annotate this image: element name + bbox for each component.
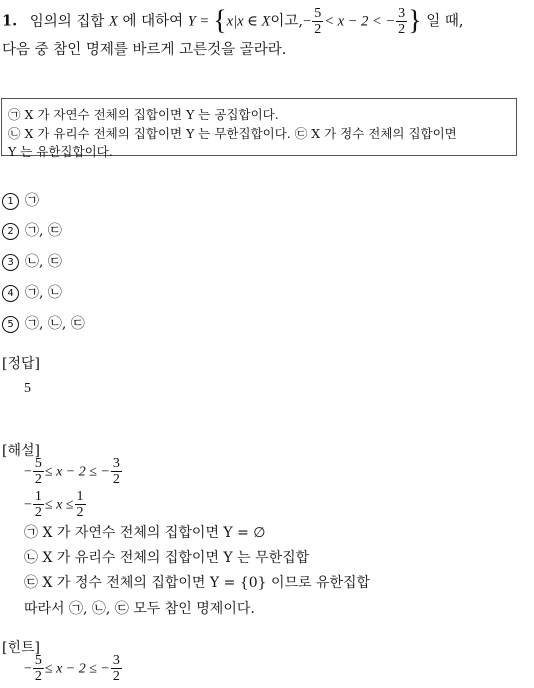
set-and: 이고, <box>270 13 303 30</box>
choice-2[interactable]: 2 ㉠, ㉢ <box>2 220 62 240</box>
choice-4[interactable]: 4 ㉠, ㉡ <box>2 282 62 302</box>
answer-value: 5 <box>24 381 31 396</box>
statement-line-2: ㉡ X 가 유리수 전체의 집합이면 Y 는 무한집합이다. ㉢ X 가 정수 전체의 집합이면 <box>8 126 457 141</box>
solution-line-a: ㉠ X 가 자연수 전체의 집합이면 Y = ∅ <box>24 525 266 541</box>
solution-line-c: ㉢ X 가 정수 전체의 집합이면 Y = {0} 이므로 유한집합 <box>24 575 371 591</box>
choice-5[interactable]: 5 ㉠, ㉡, ㉢ <box>2 313 85 333</box>
answer-heading: [정답] <box>2 356 40 372</box>
solution-step-2: − $\frac{1}{2}$ ≤ x ≤ $\frac{1}{2}$ <box>24 489 84 520</box>
solution-step-1: − $\frac{5}{2}$ ≤ x − 2 ≤ − $\frac{3}{2}$ <box>24 456 120 487</box>
question-text-end: 일 때, <box>426 13 464 30</box>
fraction-3-2: $\frac{3}{2}$ <box>398 6 406 37</box>
choice-1[interactable]: 1 ㉠ <box>2 190 39 210</box>
hint-heading: [힌트] <box>2 640 40 656</box>
question-text-a: 임의의 집합 <box>29 13 105 30</box>
solution-line-b: ㉡ X 가 유리수 전체의 집합이면 Y 는 무한집합 <box>24 550 310 566</box>
inequality-middle: < x − 2 < − <box>324 13 396 30</box>
choice-3[interactable]: 3 ㉡, ㉢ <box>2 251 62 271</box>
hint-step-1: − $\frac{5}{2}$ ≤ x − 2 ≤ − $\frac{3}{2}$ <box>24 653 120 684</box>
left-brace: { <box>213 5 227 37</box>
var-x: X <box>109 13 118 30</box>
question-line-1: 1. 임의의 집합 X 에 대하여 Y = {x|x ∈ X이고,− $\frac{5}{2}$ < x − 2 < − $\frac{3}{2}$ } 일 때, <box>2 5 464 37</box>
set-member: x|x ∈ X <box>226 13 271 30</box>
fraction-5-2: $\frac{5}{2}$ <box>314 6 322 37</box>
var-y: Y <box>187 13 196 30</box>
question-number: 1. <box>2 12 18 30</box>
right-brace: } <box>408 5 422 37</box>
statements-box <box>1 98 517 159</box>
question-line-2: 다음 중 참인 명제를 바르게 고른것을 골라라. <box>2 42 287 58</box>
question-text-b: 에 대하여 <box>122 13 184 30</box>
statement-line-3: Y 는 유한집합이다. <box>8 144 113 159</box>
statement-line-1: ㉠ X 가 자연수 전체의 집합이면 Y 는 공집합이다. <box>8 107 279 122</box>
solution-heading: [해설] <box>2 443 40 459</box>
equals-sign: = <box>200 13 209 30</box>
solution-conclusion: 따라서 ㉠, ㉡, ㉢ 모두 참인 명제이다. <box>24 601 255 617</box>
